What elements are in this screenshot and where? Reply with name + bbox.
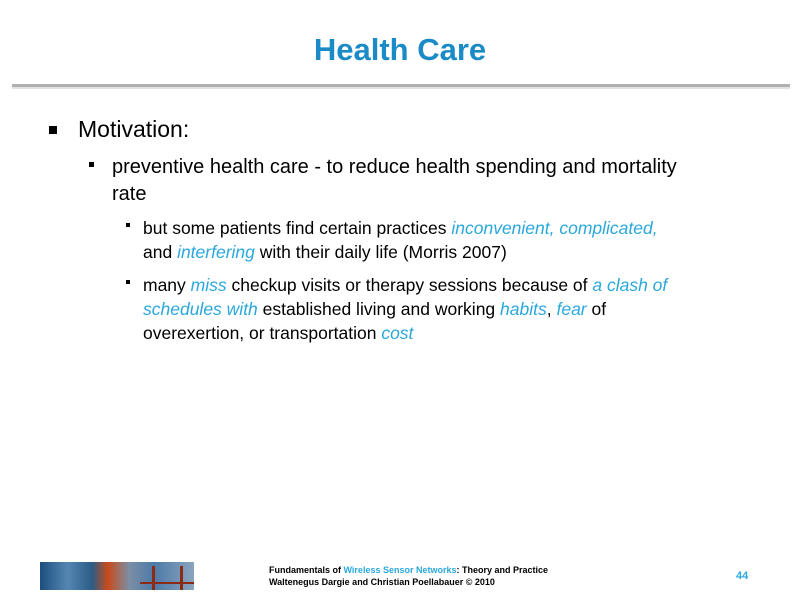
text-segment: of [586,299,607,319]
bullet-preventive-health-care [112,154,762,208]
footer-text: Fundamentals of [269,565,344,575]
highlight-text: schedules with [143,299,258,319]
title-divider-shadow [12,87,790,89]
bullet-square-icon [89,162,94,167]
bullet-patients-practices [143,216,763,264]
bullet-square-icon [126,280,130,284]
text-segment: overexertion, or transportation [143,323,382,343]
footer-banner-image [40,562,194,590]
highlight-text: habits [500,299,547,319]
text-segment: but some patients find certain practices [143,218,452,238]
footer-credit [269,564,548,588]
footer-highlight: Wireless Sensor Networks [343,565,457,575]
text-segment: many [143,275,191,295]
highlight-text: inconvenient, complicated, [451,218,658,238]
footer-text: : Theory and Practice [456,565,549,575]
bullet-square-icon [49,126,57,134]
bridge-tower-icon [152,566,155,590]
page-number: 44 [736,570,749,582]
bullet-missed-checkups [143,273,763,345]
bullet-text-line: rate [112,183,147,205]
text-segment: checkup visits or therapy sessions because of [226,275,593,295]
highlight-text: miss [190,275,227,295]
text-segment: , [546,299,557,319]
highlight-text: a clash of [592,275,668,295]
footer-authors: Waltenegus Dargie and Christian Poellabauer © 2010 [269,577,495,587]
highlight-text: interfering [177,242,255,262]
bullet-motivation: Motivation: [78,116,190,142]
text-segment: established living and working [257,299,501,319]
slide-title: Health Care [313,32,487,67]
highlight-text: cost [381,323,414,343]
bullet-square-icon [126,223,130,227]
bullet-text-line: preventive health care - to reduce health spending and mortality [112,156,677,178]
bridge-tower-icon [180,566,183,590]
highlight-text: fear [556,299,587,319]
text-segment: and [143,242,178,262]
bridge-deck-icon [140,582,194,584]
text-segment: with their daily life (Morris 2007) [254,242,507,262]
